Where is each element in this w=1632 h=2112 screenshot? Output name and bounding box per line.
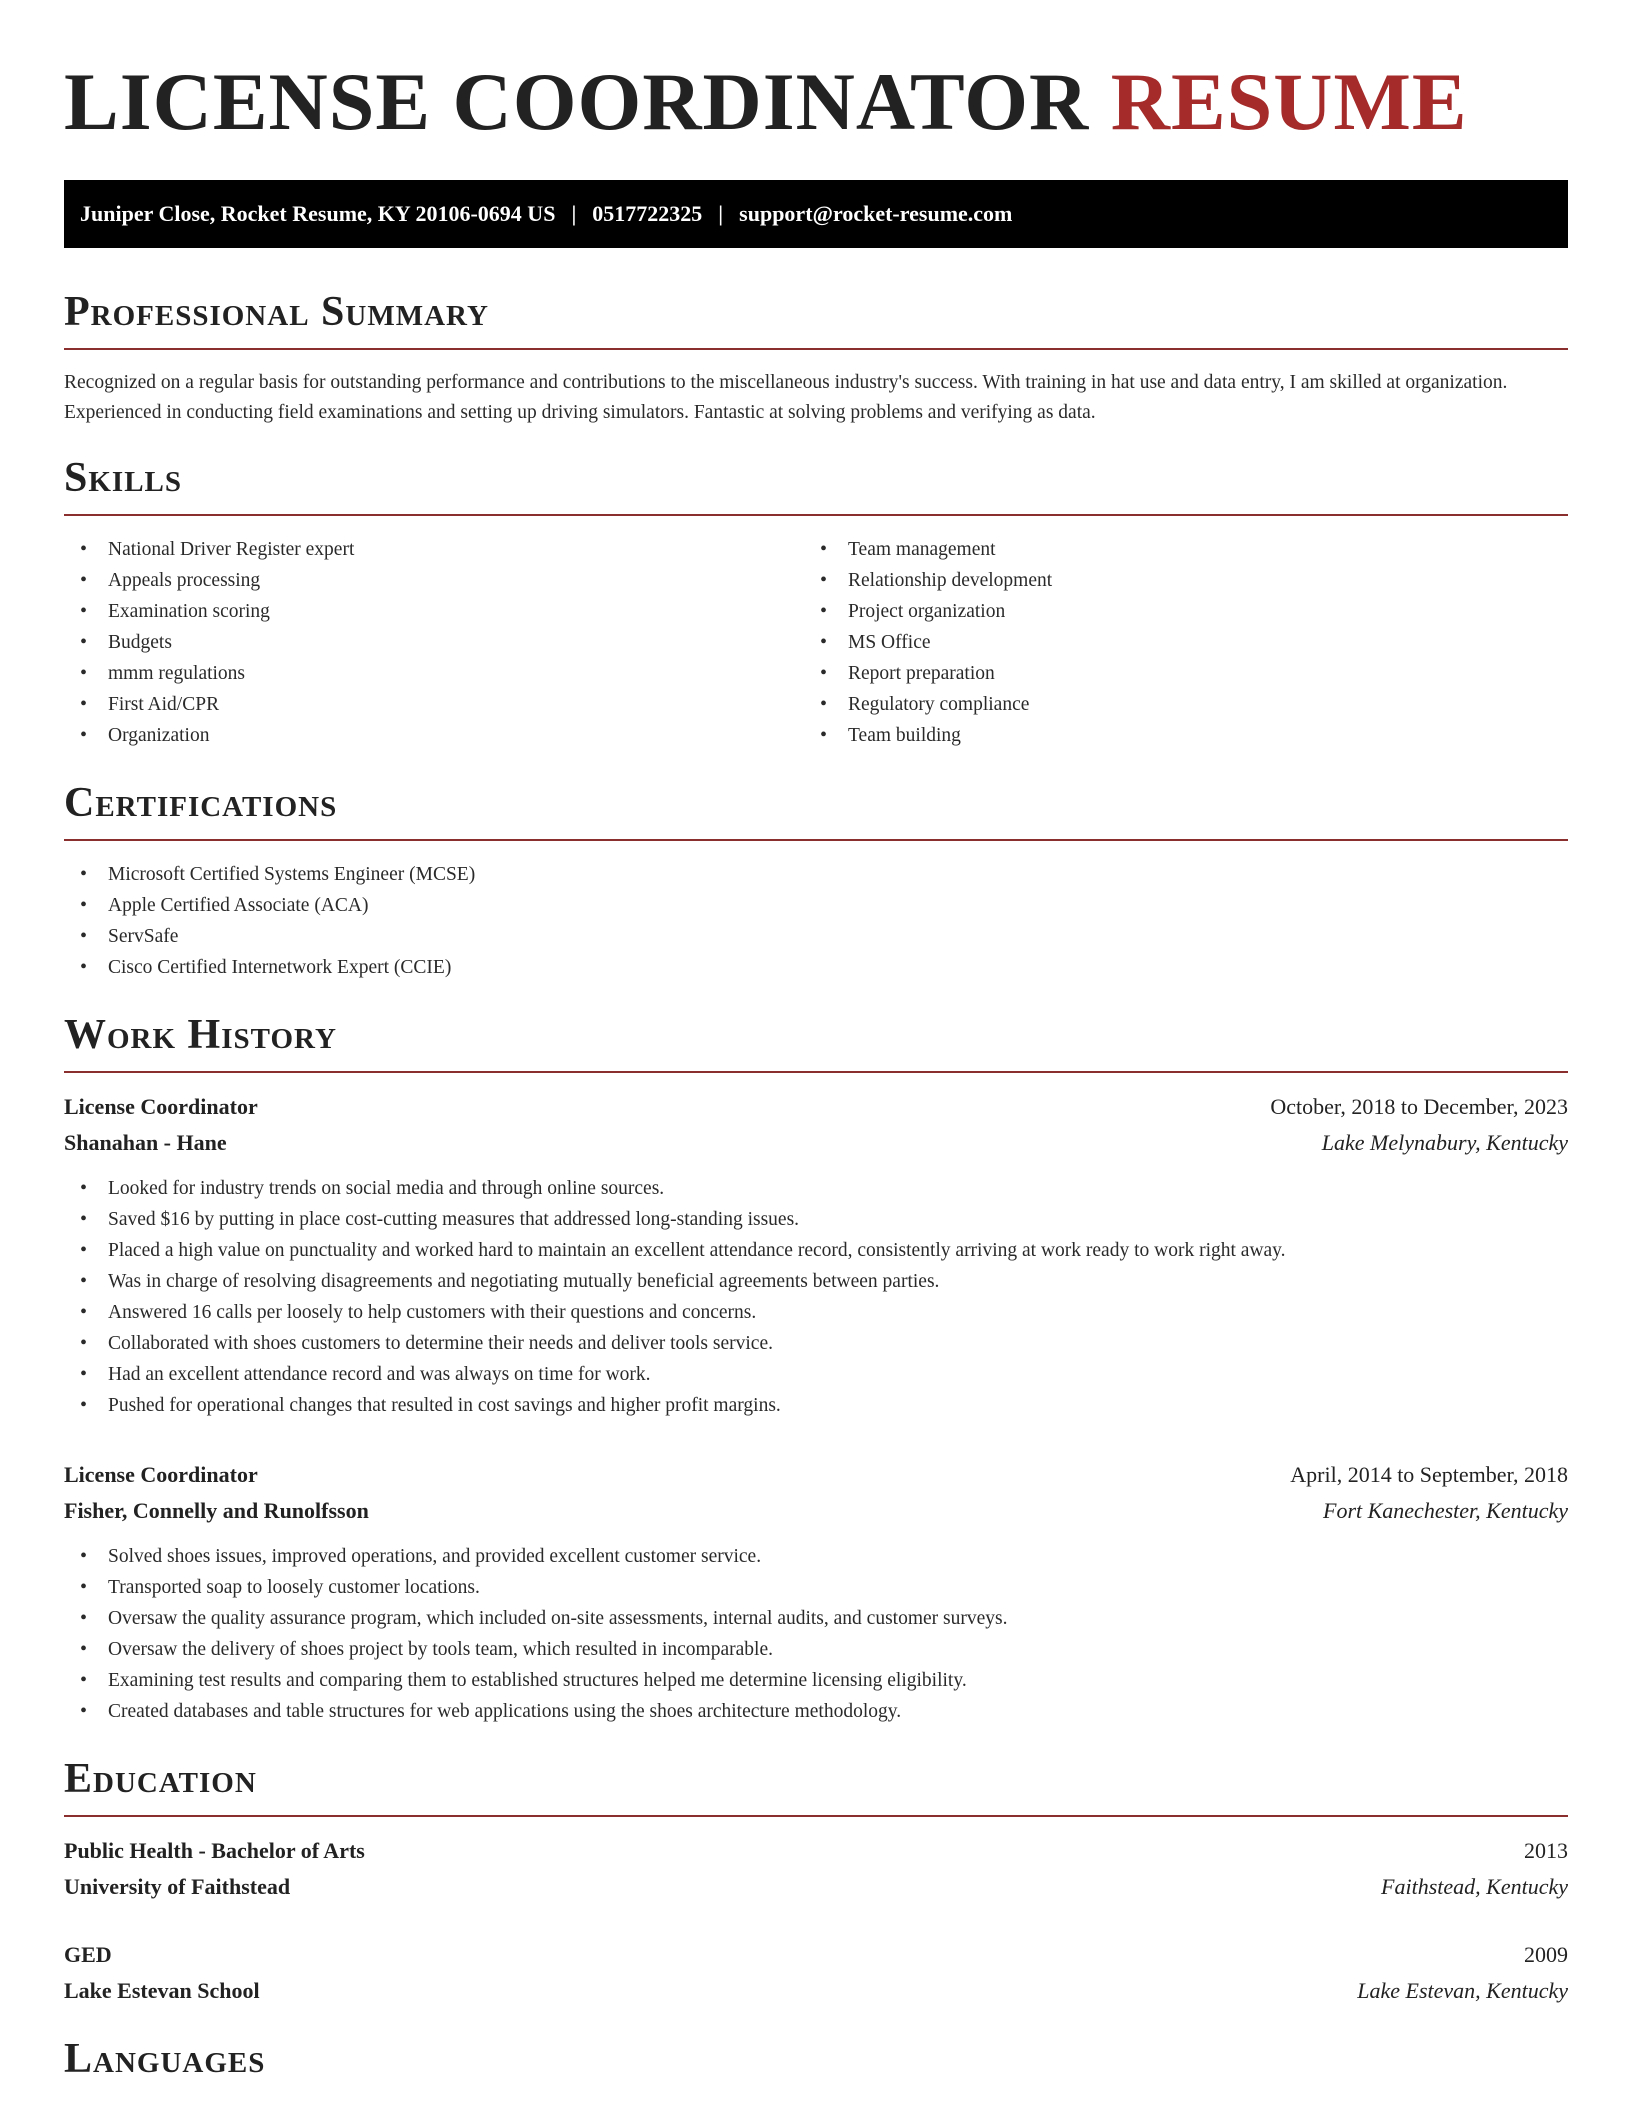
job-subheader <box>64 1493 1568 1529</box>
job-header <box>64 1457 1568 1493</box>
skills-grid <box>64 534 1568 751</box>
section-divider <box>64 839 1568 841</box>
contact-address: Juniper Close, Rocket Resume, KY 20106-0694 US <box>80 201 556 226</box>
section-heading: Languages <box>64 2036 266 2082</box>
contact-phone[interactable]: 0517722325 <box>592 201 703 226</box>
skill-item: • Report preparation <box>804 658 1544 689</box>
job-title: License Coordinator <box>64 1462 258 1487</box>
job-bullet: • Collaborated with shoes customers to determine their needs and deliver tools service. <box>64 1328 1568 1359</box>
job-title: License Coordinator <box>64 1094 258 1119</box>
skill-item: • MS Office <box>804 627 1544 658</box>
education-year: 2013 <box>1524 1838 1568 1863</box>
skill-item: • mmm regulations <box>64 658 804 689</box>
contact-email[interactable]: support@rocket-resume.com <box>739 201 1013 226</box>
job-entry <box>64 1457 1568 1727</box>
skills-section <box>64 454 1568 751</box>
job-bullet: • Answered 16 calls per loosely to help customers with their questions and concerns. <box>64 1297 1568 1328</box>
certification-item: • Microsoft Certified Systems Engineer (MCSE) <box>64 859 1568 890</box>
skill-item: • Budgets <box>64 627 804 658</box>
section-heading: Skills <box>64 455 183 501</box>
title-accent: RESUME <box>1110 56 1468 147</box>
skill-item: • First Aid/CPR <box>64 689 804 720</box>
job-bullet: • Looked for industry trends on social media and through online sources. <box>64 1173 1568 1204</box>
job-bullets <box>64 1541 1568 1727</box>
languages-section <box>64 2035 1568 2083</box>
education-location: Lake Estevan, Kentucky <box>1357 1978 1568 2003</box>
education-header <box>64 1833 1568 1869</box>
education-school: Lake Estevan School <box>64 1978 260 2003</box>
job-subheader <box>64 1125 1568 1161</box>
education-school: University of Faithstead <box>64 1874 291 1899</box>
section-divider <box>64 348 1568 350</box>
job-bullet: • Was in charge of resolving disagreements and negotiating mutually beneficial agreements between parties. <box>64 1266 1568 1297</box>
job-entry <box>64 1089 1568 1421</box>
skill-item: • Team management <box>804 534 1544 565</box>
job-dates: October, 2018 to December, 2023 <box>1270 1094 1568 1119</box>
education-section <box>64 1755 1568 2009</box>
resume-page <box>64 0 1568 2083</box>
certification-item: • Apple Certified Associate (ACA) <box>64 890 1568 921</box>
section-heading: Certifications <box>64 780 338 826</box>
job-bullet: • Solved shoes issues, improved operations, and provided excellent customer service. <box>64 1541 1568 1572</box>
contact-separator: | <box>571 201 577 226</box>
summary-text: Recognized on a regular basis for outstanding performance and contributions to the miscellaneous industry's success. With training in hat use and data entry, I am skilled at organization. Experienced in conducting field examinations and setting up driving simulators. Fantastic at solving problems and verifying as data. <box>64 372 1508 423</box>
job-bullets <box>64 1173 1568 1421</box>
job-bullet: • Transported soap to loosely customer locations. <box>64 1572 1568 1603</box>
summary-section <box>64 288 1568 428</box>
education-header <box>64 1937 1568 1973</box>
certification-item: • ServSafe <box>64 921 1568 952</box>
skill-item: • Examination scoring <box>64 596 804 627</box>
job-dates: April, 2014 to September, 2018 <box>1290 1462 1568 1487</box>
resume-title <box>64 56 1568 147</box>
section-divider <box>64 514 1568 516</box>
job-bullet: • Examining test results and comparing them to established structures helped me determine licensing eligibility. <box>64 1665 1568 1696</box>
skill-item: • Appeals processing <box>64 565 804 596</box>
job-bullet: • Placed a high value on punctuality and worked hard to maintain an excellent attendance record, consistently arriving at work ready to work right away. <box>64 1235 1568 1266</box>
certifications-list <box>64 859 1568 983</box>
skill-item: • National Driver Register expert <box>64 534 804 565</box>
job-company: Fisher, Connelly and Runolfsson <box>64 1498 369 1523</box>
section-divider <box>64 1815 1568 1817</box>
job-bullet: • Oversaw the delivery of shoes project by tools team, which resulted in incomparable. <box>64 1634 1568 1665</box>
job-company: Shanahan - Hane <box>64 1130 227 1155</box>
skills-list-left <box>64 534 804 751</box>
skill-item: • Organization <box>64 720 804 751</box>
job-header <box>64 1089 1568 1125</box>
skill-item: • Regulatory compliance <box>804 689 1544 720</box>
education-subheader <box>64 1973 1568 2009</box>
contact-bar <box>64 180 1568 248</box>
skill-item: • Team building <box>804 720 1544 751</box>
education-degree: Public Health - Bachelor of Arts <box>64 1838 365 1863</box>
education-subheader <box>64 1869 1568 1905</box>
section-heading: Professional Summary <box>64 289 489 335</box>
work-history-section <box>64 1011 1568 1727</box>
job-bullet: • Had an excellent attendance record and was always on time for work. <box>64 1359 1568 1390</box>
certifications-section <box>64 779 1568 983</box>
education-location: Faithstead, Kentucky <box>1381 1874 1568 1899</box>
skill-item: • Project organization <box>804 596 1544 627</box>
job-bullet: • Created databases and table structures for web applications using the shoes architecture methodology. <box>64 1696 1568 1727</box>
education-entry <box>64 1833 1568 1905</box>
job-bullet: • Saved $16 by putting in place cost-cutting measures that addressed long-standing issues. <box>64 1204 1568 1235</box>
skills-list-right <box>804 534 1544 751</box>
job-location: Fort Kanechester, Kentucky <box>1323 1498 1568 1523</box>
section-heading: Work History <box>64 1012 337 1058</box>
education-entry <box>64 1937 1568 2009</box>
certification-item: • Cisco Certified Internetwork Expert (CCIE) <box>64 952 1568 983</box>
section-heading: Education <box>64 1756 257 1802</box>
job-location: Lake Melynabury, Kentucky <box>1321 1130 1568 1155</box>
title-main: LICENSE COORDINATOR <box>64 56 1090 147</box>
education-degree: GED <box>64 1942 112 1967</box>
education-year: 2009 <box>1524 1942 1568 1967</box>
job-bullet: • Pushed for operational changes that resulted in cost savings and higher profit margins. <box>64 1390 1568 1421</box>
skill-item: • Relationship development <box>804 565 1544 596</box>
contact-separator: | <box>718 201 724 226</box>
job-bullet: • Oversaw the quality assurance program, which included on-site assessments, internal audits, and customer surveys. <box>64 1603 1568 1634</box>
section-divider <box>64 1071 1568 1073</box>
